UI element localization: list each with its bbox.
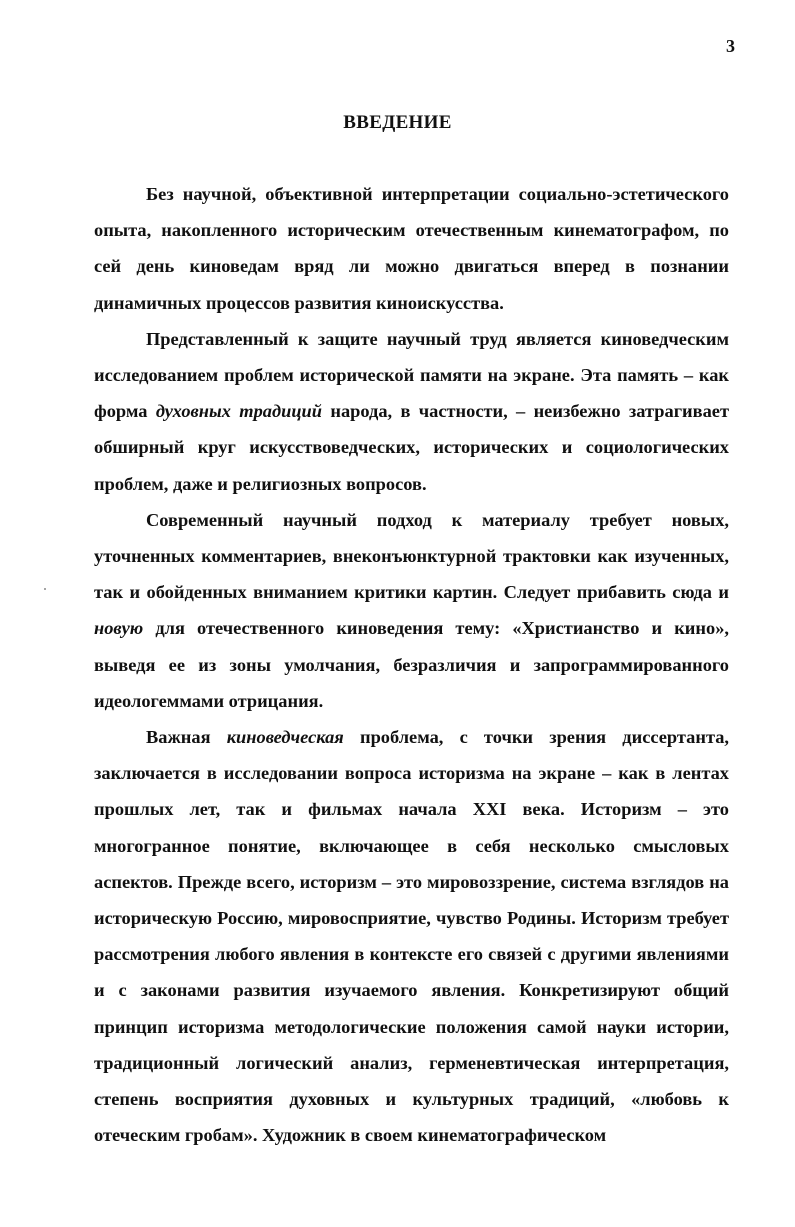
paragraph-4-text-b: проблема, с точки зрения диссертанта, заключается в исследовании вопроса историзма на экране – как в лентах прошлых лет, так и фильмах начала XXI века. Историзм – это многогранное понятие, включающее в себя несколько смысловых аспектов. Прежде всего, историзм – это мировоззрение, система взглядов на историческую Россию, мировосприятие, чувство Родины. Историзм требует рассмотрения любого явления в контексте его связей с другими явлениями и с законами развития изучаемого явления. Конкретизируют общий принцип историзма методологические положения самой науки истории, традиционный логический анализ, герменевтическая интерпретация, степень восприятия духовных и культурных традиций, «любовь к отеческим гробам». Художник в своем кинематографическом xyxy=(94,727,730,1146)
scan-speck xyxy=(44,588,46,590)
paragraph-4-emphasis: киноведческая xyxy=(226,727,344,748)
paragraph-4-text-a: Важная xyxy=(146,727,227,748)
paragraph-1: Без научной, объективной интерпретации социально-эстетического опыта, накопленного историческим отечественным кинематографом, по сей день киноведам вряд ли можно двигаться вперед в познании динамичных процессов развития киноискусства. xyxy=(94,184,729,313)
paragraph-3-text-a: Современный научный подход к материалу требует новых, уточненных комментариев, внеконъюнктурной трактовки как изученных, так и обойденных вниманием критики картин. Следует прибавить сюда и xyxy=(94,509,729,603)
paragraph-2-text-a: Представленный к защите научный труд является киноведческим исследованием проблем исторической памяти на экране. Эта память – как форма xyxy=(94,328,729,422)
paragraph-4 xyxy=(94,719,729,1153)
paragraph-2-text-b: народа, в частности, – неизбежно затрагивает обширный круг искусствоведческих, исторических и социологических проблем, даже и религиозных вопросов. xyxy=(94,401,729,494)
paragraph-2 xyxy=(94,321,729,502)
paragraph-3 xyxy=(94,502,729,719)
paragraph-2-emphasis: духовных традиций xyxy=(155,401,323,422)
body-text xyxy=(94,176,729,1153)
page-number: 3 xyxy=(726,36,735,56)
paragraph-3-emphasis: новую xyxy=(94,618,144,639)
section-heading: ВВЕДЕНИЕ xyxy=(343,112,452,133)
paragraph-3-text-b: для отечественного киноведения тему: «Христианство и кино», выведя ее из зоны умолчания, безразличия и запрограммированного идеологеммами отрицания. xyxy=(94,618,729,711)
